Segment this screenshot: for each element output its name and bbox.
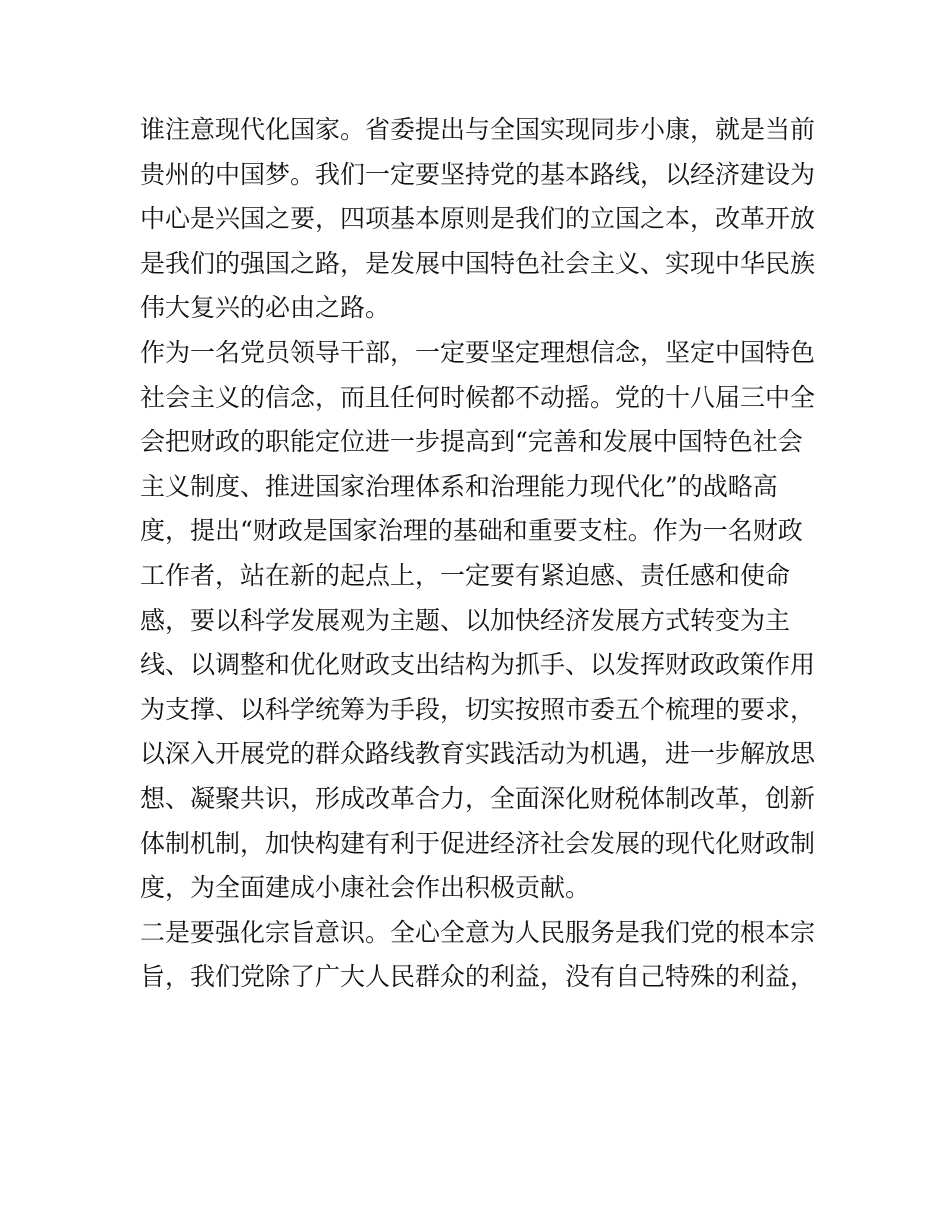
text-line: 度，提出“财政是国家治理的基础和重要支柱。作为一名财政 xyxy=(140,516,803,546)
text-line: 中心是兴国之要，四项基本原则是我们的立国之本，改革开放 xyxy=(140,204,816,234)
text-line: 旨，我们党除了广大人民群众的利益，没有自己特殊的利益， xyxy=(140,962,816,992)
body-text xyxy=(140,108,820,1000)
text-line: 是我们的强国之路，是发展中国特色社会主义、实现中华民族 xyxy=(140,248,816,278)
text-line: 为支撑、以科学统筹为手段，切实按照市委五个梳理的要求， xyxy=(140,694,816,724)
text-line: 主义制度、推进国家治理体系和治理能力现代化”的战略高 xyxy=(140,471,778,501)
text-line: 谁注意现代化国家。省委提出与全国实现同步小康，就是当前 xyxy=(140,115,816,144)
text-line: 体制机制，加快构建有利于促进经济社会发展的现代化财政制 xyxy=(140,828,816,858)
text-line: 工作者，站在新的起点上，一定要有紧迫感、责任感和使命 xyxy=(140,560,791,590)
text-line: 二是要强化宗旨意识。全心全意为人民服务是我们党的根本宗 xyxy=(140,917,816,947)
text-line: 贵州的中国梦。我们一定要坚持党的基本路线，以经济建设为 xyxy=(140,159,816,189)
text-line: 度，为全面建成小康社会作出积极贡献。 xyxy=(140,873,591,903)
text-line: 线、以调整和优化财政支出结构为抓手、以发挥财政政策作用 xyxy=(140,650,816,680)
text-line: 会把财政的职能定位进一步提高到“完善和发展中国特色社会 xyxy=(140,427,803,457)
text-line: 想、凝聚共识，形成改革合力，全面深化财税体制改革，创新 xyxy=(140,783,816,813)
text-line: 感，要以科学发展观为主题、以加快经济发展方式转变为主 xyxy=(140,605,791,635)
text-line: 作为一名党员领导干部，一定要坚定理想信念，坚定中国特色 xyxy=(140,337,816,367)
text-line: 社会主义的信念，而且任何时候都不动摇。党的十八届三中全 xyxy=(140,382,816,412)
text-line: 以深入开展党的群众路线教育实践活动为机遇，进一步解放思 xyxy=(140,739,816,769)
text-line: 伟大复兴的必由之路。 xyxy=(140,293,391,323)
